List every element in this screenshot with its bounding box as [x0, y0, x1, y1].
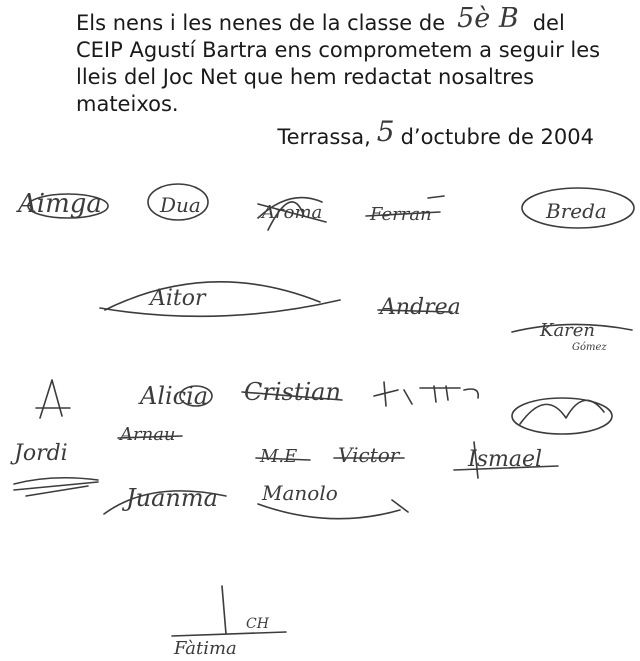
signature-6: [100, 282, 340, 317]
signature-6-text: Aitor: [150, 286, 206, 311]
signature-13: [512, 398, 612, 434]
signatures-area: [0, 160, 640, 661]
signature-22-bar: [172, 632, 286, 636]
signature-4: [366, 196, 444, 225]
signature-22-stem: [222, 586, 226, 634]
month-year-text: d’octubre de 2004: [400, 125, 594, 149]
signature-8-surname-text: Gómez: [572, 342, 607, 353]
signature-6-arc-bottom: [100, 300, 340, 316]
signature-8: [512, 320, 632, 353]
signature-15: [118, 424, 182, 445]
signature-10: [138, 382, 212, 410]
signature-18: [454, 442, 558, 478]
place-date-line: [277, 115, 594, 151]
signature-22: [172, 586, 286, 659]
handwritten-day: 5: [376, 115, 395, 148]
signature-6-arc-top: [105, 282, 320, 310]
signature-14: [10, 441, 68, 466]
signature-1: [16, 189, 108, 219]
handwritten-class: 5è B: [457, 3, 519, 34]
signature-12: [374, 382, 478, 406]
signature-15-text: Arnau: [120, 424, 176, 445]
signature-5: [522, 188, 634, 228]
signature-4-text: Ferran: [370, 204, 432, 225]
signature-22-initials-text: CH: [246, 616, 269, 632]
statement-text-part2: del CEIP Agustí Bartra ens comprometem a seguir les lleis del Joc Net que hem redactat nosaltres mateixos.: [76, 11, 601, 116]
signature-17: [334, 443, 404, 467]
signature-22-text: Fàtima: [174, 638, 237, 659]
statement-text-part1: Els nens i les nenes de la classe de: [76, 11, 446, 35]
signature-19-scribble: [14, 478, 98, 496]
signature-3-text: Aroma: [262, 202, 323, 223]
signature-10-text: Alicia: [140, 382, 209, 410]
signature-7-text: Andrea: [380, 295, 461, 320]
signature-2-text: Dua: [160, 193, 201, 217]
signature-21: [258, 481, 408, 519]
commitment-statement: [76, 3, 616, 118]
signature-12-scribble: [374, 382, 478, 406]
signature-21-text: Manolo: [262, 481, 338, 505]
signature-18-text: Ismael: [468, 447, 543, 472]
signature-8-text: Karen: [540, 320, 596, 341]
signature-9: [36, 380, 70, 418]
signature-11: [242, 378, 342, 406]
signature-17-text: Victor: [338, 443, 400, 467]
signature-16-text: M.E: [260, 446, 298, 467]
signature-11-text: Cristian: [244, 378, 341, 406]
signature-20-text: Juanma: [126, 484, 218, 512]
signature-5-text: Breda: [546, 199, 607, 223]
signature-3: [258, 198, 326, 230]
signature-20: [104, 484, 226, 514]
signature-19: [14, 478, 98, 496]
signature-16: [256, 446, 310, 467]
signature-1-text: Aimga: [18, 189, 102, 219]
signature-9-mark: [36, 380, 70, 418]
signature-13-scribble: [520, 400, 604, 424]
signature-7: [378, 295, 461, 320]
signature-2: [148, 184, 208, 220]
signature-14-text: Jordi: [14, 441, 68, 466]
place-text: Terrassa,: [277, 125, 371, 149]
